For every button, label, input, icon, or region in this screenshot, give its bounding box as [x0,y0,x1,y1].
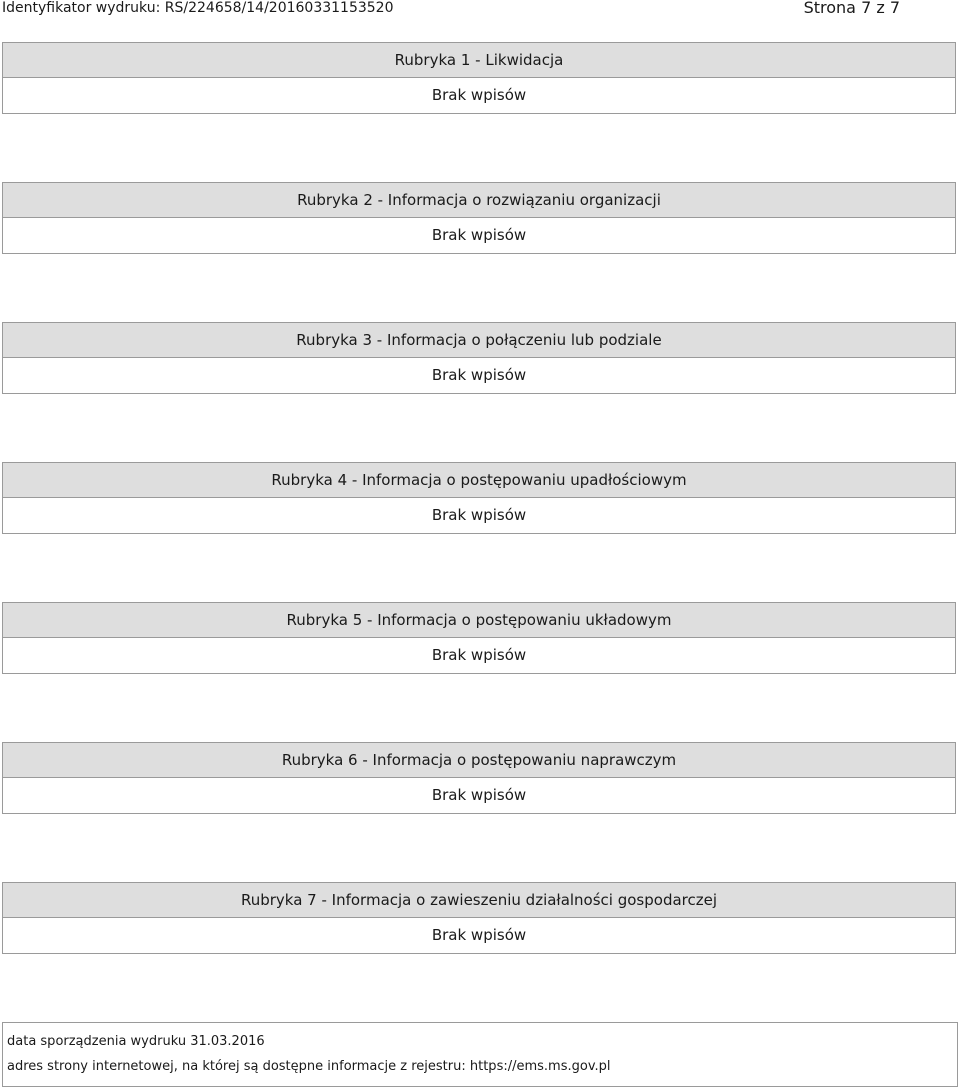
registry-address: adres strony internetowej, na której są dostępne informacje z rejestru: https://ems.ms.gov.pl [7,1059,611,1074]
section-body: Brak wpisów [2,638,956,674]
section-rubryka-5 [2,602,956,674]
section-rubryka-7 [2,882,956,954]
section-rubryka-1 [2,42,956,114]
section-title: Rubryka 5 - Informacja o postępowaniu układowym [2,602,956,638]
page-number: Strona 7 z 7 [803,0,900,17]
section-body: Brak wpisów [2,778,956,814]
section-title: Rubryka 2 - Informacja o rozwiązaniu organizacji [2,182,956,218]
section-rubryka-6 [2,742,956,814]
section-title: Rubryka 1 - Likwidacja [2,42,956,78]
section-body: Brak wpisów [2,358,956,394]
section-title: Rubryka 7 - Informacja o zawieszeniu działalności gospodarczej [2,882,956,918]
section-title: Rubryka 3 - Informacja o połączeniu lub podziale [2,322,956,358]
section-title: Rubryka 4 - Informacja o postępowaniu upadłościowym [2,462,956,498]
section-rubryka-4 [2,462,956,534]
section-body: Brak wpisów [2,78,956,114]
section-rubryka-3 [2,322,956,394]
section-body: Brak wpisów [2,498,956,534]
section-title: Rubryka 6 - Informacja o postępowaniu naprawczym [2,742,956,778]
print-footer [2,1022,958,1087]
print-identifier: Identyfikator wydruku: RS/224658/14/20160331153520 [2,0,394,16]
section-body: Brak wpisów [2,918,956,954]
section-rubryka-2 [2,182,956,254]
section-body: Brak wpisów [2,218,956,254]
page-header [0,0,960,16]
print-date: data sporządzenia wydruku 31.03.2016 [7,1034,265,1049]
